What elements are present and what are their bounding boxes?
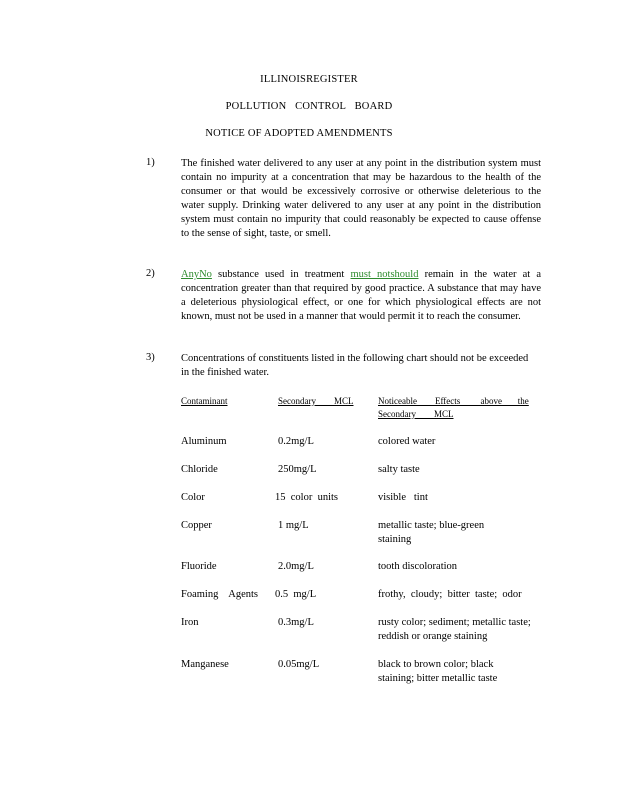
cell-effects: colored water	[378, 436, 436, 447]
cell-effects: salty taste	[378, 464, 420, 475]
item-1-number: 1)	[146, 157, 155, 168]
item-3-number: 3)	[146, 352, 155, 363]
cell-effects: black to brown color; black staining; bitter metallic taste	[378, 659, 498, 684]
cell-mcl: 2.0mg/L	[278, 561, 314, 572]
cell-effects: metallic taste; blue-green staining	[378, 520, 485, 545]
item-2-number: 2)	[146, 268, 155, 279]
cell-effects: visible tint	[378, 492, 428, 503]
header-contaminant: Contaminant	[181, 396, 228, 406]
item-2-text	[181, 268, 541, 324]
item-1-text: The finished water delivered to any user at any point in the distribution system must contain no impurity at a concentration that may be hazardous to the health of the consumer or that would be excessively corrosive or otherwise deleterious to the water supply. Drinking water delivered to any user at any point in the distribution system must contain no impurity that could reasonably be expected to cause offense to the sense of sight, taste, or smell.	[181, 158, 541, 239]
register-title: ILLINOISREGISTER	[260, 74, 358, 85]
cell-contaminant: Foaming Agents	[181, 589, 259, 600]
cell-mcl: 250mg/L	[278, 464, 317, 475]
header-effects-line2: Secondary MCL	[378, 409, 454, 419]
cell-contaminant: Aluminum	[181, 436, 227, 447]
header-effects-line1: Noticeable Effects above the	[378, 396, 529, 406]
notice-title: NOTICE OF ADOPTED AMENDMENTS	[205, 128, 393, 139]
cell-contaminant: Iron	[181, 617, 199, 628]
inserted-text-any: AnyNo	[181, 269, 212, 280]
cell-effects: tooth discoloration	[378, 561, 458, 572]
cell-contaminant: Manganese	[181, 659, 229, 670]
cell-effects: rusty color; sediment; metallic taste; reddish or orange staining	[378, 617, 531, 642]
cell-mcl: 0.5 mg/L	[275, 589, 317, 600]
cell-contaminant: Color	[181, 492, 205, 503]
cell-contaminant: Copper	[181, 520, 212, 531]
cell-mcl: 0.05mg/L	[278, 659, 320, 670]
cell-mcl: 1 mg/L	[278, 520, 309, 531]
cell-mcl: 15 color units	[275, 492, 338, 503]
cell-mcl: 0.2mg/L	[278, 436, 314, 447]
cell-mcl: 0.3mg/L	[278, 617, 314, 628]
agency-title: POLLUTION CONTROL BOARD	[225, 101, 393, 112]
cell-contaminant: Fluoride	[181, 561, 217, 572]
item-3-text: Concentrations of constituents listed in the following chart should not be exceeded in the finished water.	[181, 353, 529, 378]
item-2-part2: remain in the water at a concentration greater than that required by good practice. A substance that may have a deleterious physiological effect, or one for which physiological effects are not known, must not be used in a manner that would permit it to reach the consumer.	[181, 269, 542, 322]
cell-contaminant: Chloride	[181, 464, 218, 475]
item-2-part1: substance used in treatment	[211, 269, 351, 280]
cell-effects: frothy, cloudy; bitter taste; odor	[378, 589, 522, 600]
inserted-text-must-not: must notshould	[350, 269, 419, 280]
header-mcl: Secondary MCL	[278, 396, 354, 406]
